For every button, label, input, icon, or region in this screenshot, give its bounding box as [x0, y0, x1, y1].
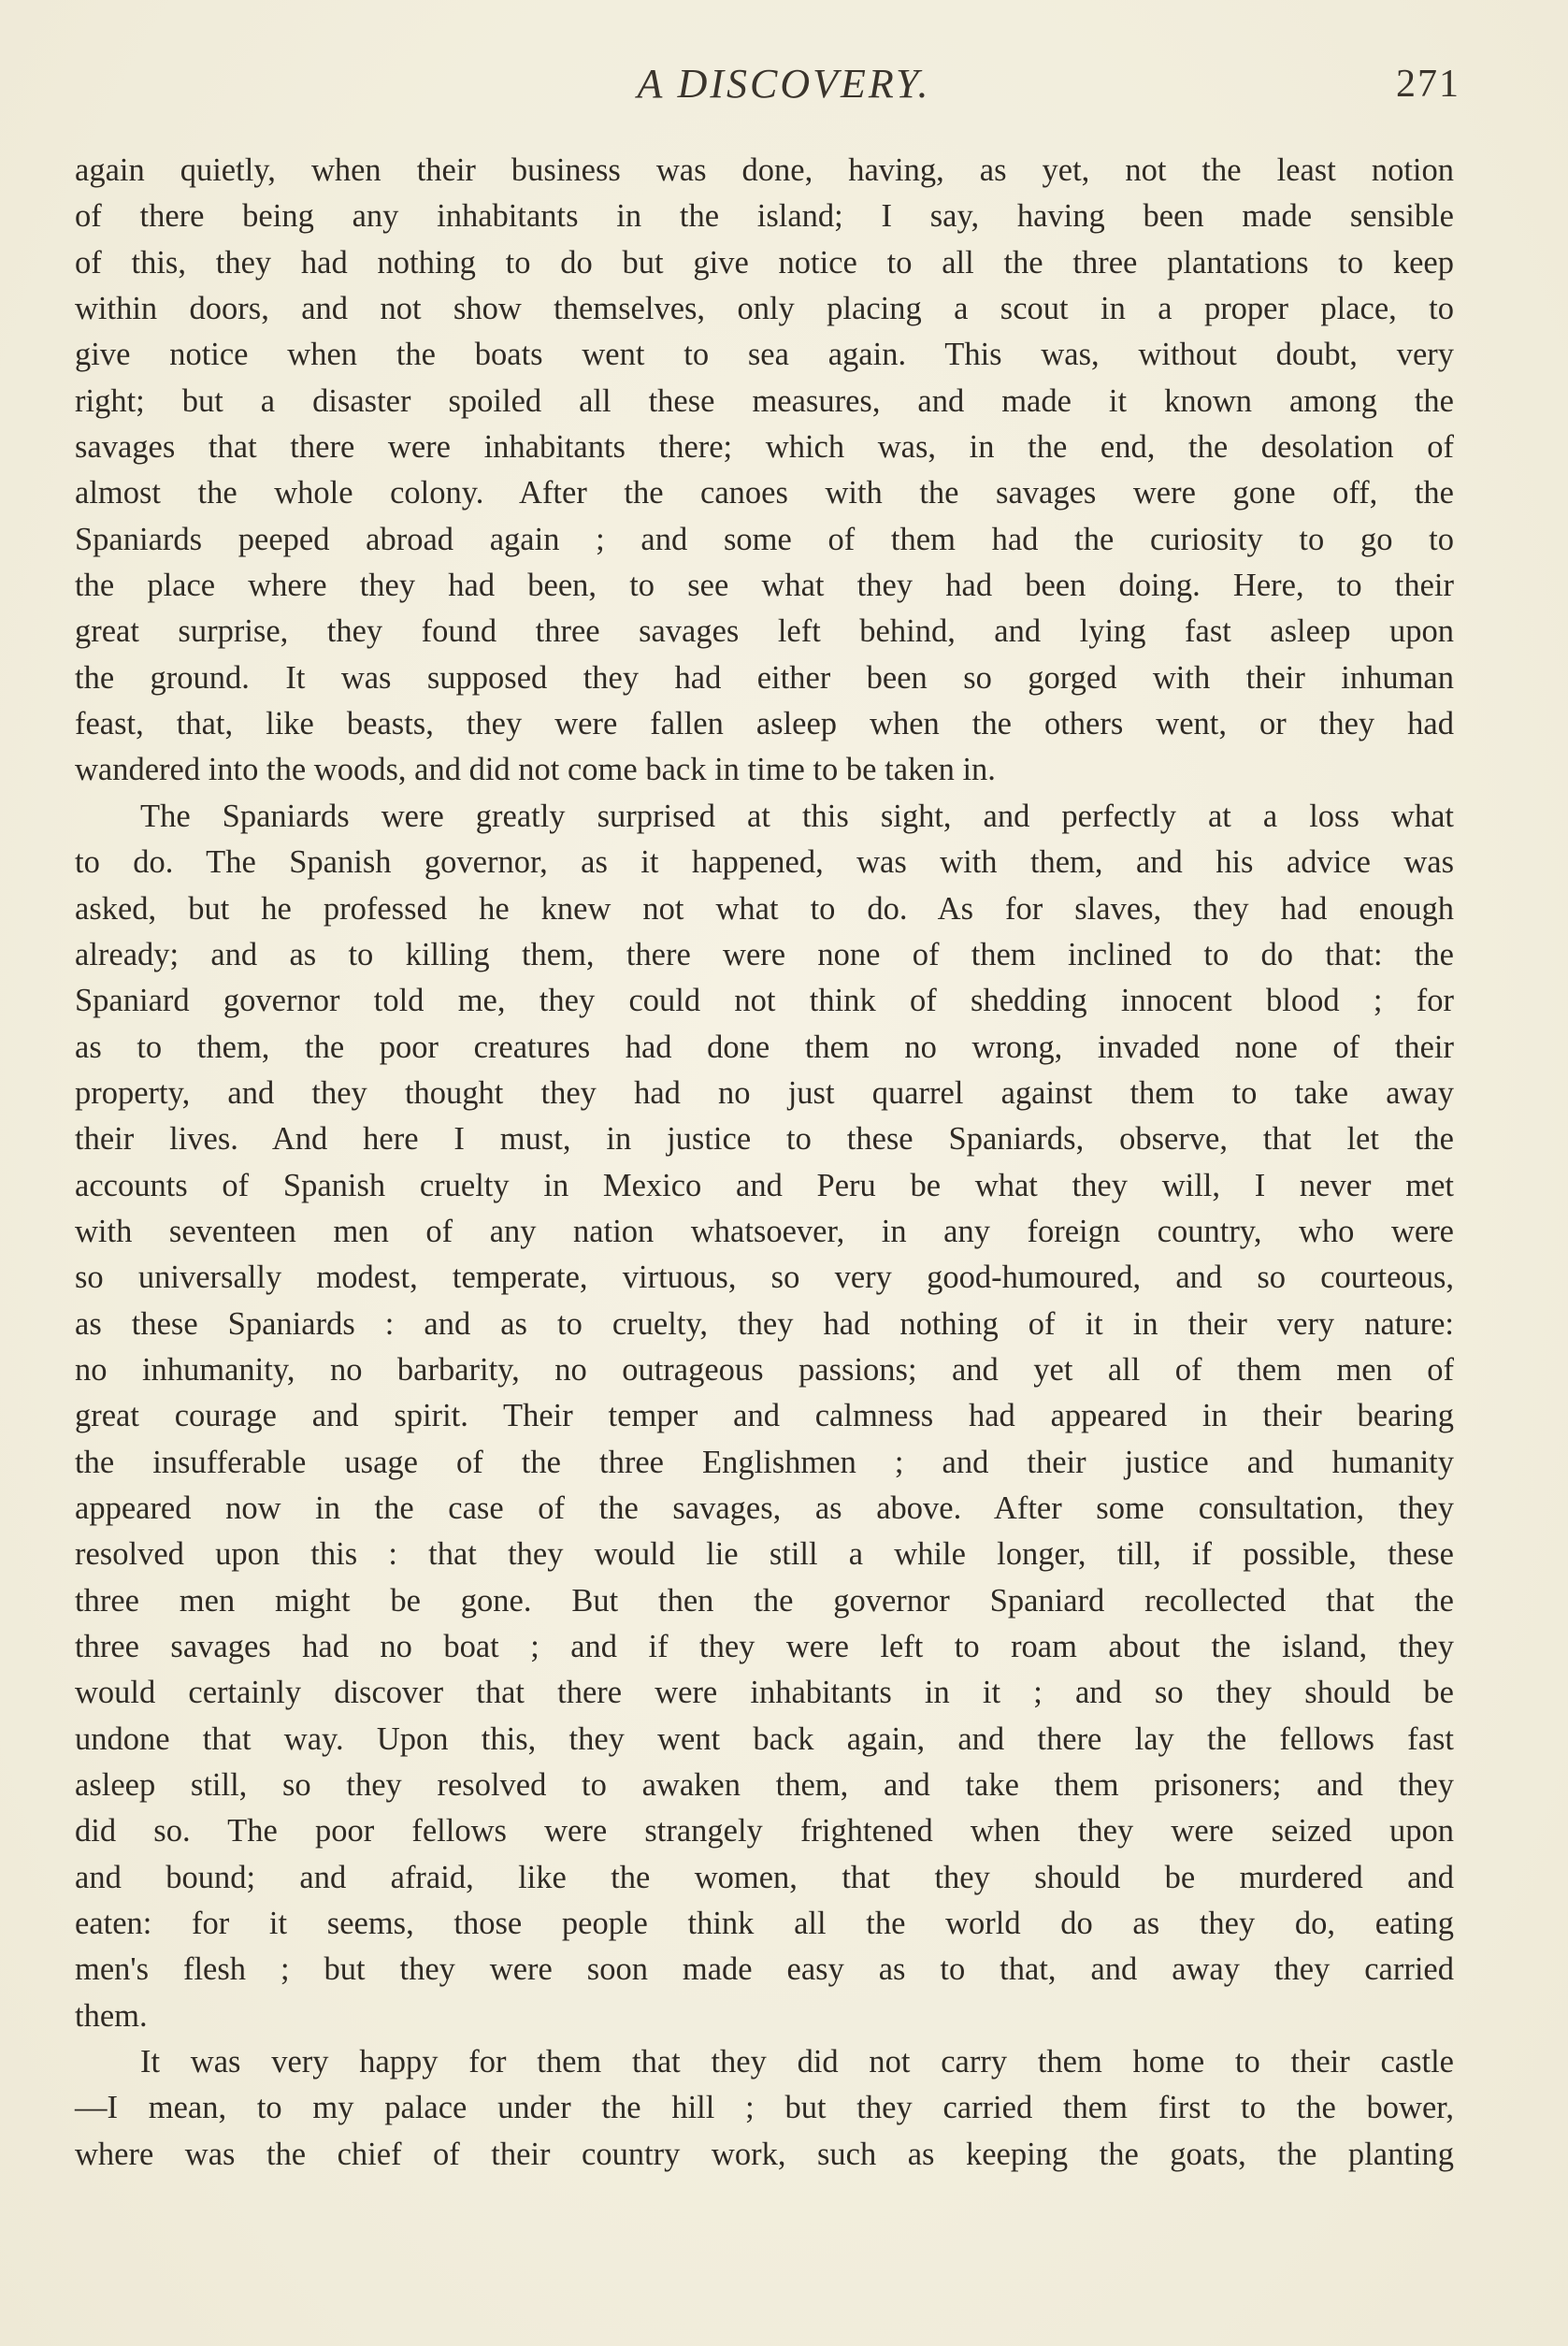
text-line: property, and they thought they had no just quarrel against them to take away [75, 1074, 1454, 1111]
text-line: as to them, the poor creatures had done them no wrong, invaded none of their [75, 1029, 1454, 1065]
text-line: give notice when the boats went to sea again. This was, without doubt, very [75, 337, 1454, 373]
text-line: did so. The poor fellows were strangely frightened when they were seized upon [75, 1813, 1454, 1849]
text-line: the place where they had been, to see what they had been doing. Here, to their [75, 568, 1454, 604]
text-line: —I mean, to my palace under the hill ; but they carried them first to the bower, [75, 2090, 1454, 2126]
text-line: so universally modest, temperate, virtuous, so very good-humoured, and so courteous, [75, 1259, 1454, 1296]
text-line: It was very happy for them that they did not carry them home to their castle [140, 2044, 1454, 2080]
running-head [0, 54, 1568, 110]
text-line: three men might be gone. But then the governor Spaniard recollected that the [75, 1582, 1454, 1619]
text-line: resolved upon this : that they would lie still a while longer, till, if possible, these [75, 1536, 1454, 1573]
text-line: savages that there were inhabitants there; which was, in the end, the desolation of [75, 429, 1454, 466]
text-line: the insufferable usage of the three Englishmen ; and their justice and humanity [75, 1444, 1454, 1480]
text-line: asked, but he professed he knew not what to do. As for slaves, they had enough [75, 890, 1454, 927]
text-line: within doors, and not show themselves, only placing a scout in a proper place, to [75, 291, 1454, 327]
text-line: to do. The Spanish governor, as it happened, was with them, and his advice was [75, 844, 1454, 881]
text-line: accounts of Spanish cruelty in Mexico and Peru be what they will, I never met [75, 1167, 1454, 1203]
text-line: great courage and spirit. Their temper and calmness had appeared in their bearing [75, 1398, 1454, 1434]
text-line: as these Spaniards : and as to cruelty, they had nothing of it in their very nature: [75, 1305, 1454, 1342]
text-line: appeared now in the case of the savages, as above. After some consultation, they [75, 1490, 1454, 1526]
text-line: great surprise, they found three savages left behind, and lying fast asleep upon [75, 613, 1454, 650]
text-line: their lives. And here I must, in justice to these Spaniards, observe, that let the [75, 1121, 1454, 1158]
page-number: 271 [1396, 63, 1460, 106]
text-line: three savages had no boat ; and if they were left to roam about the island, they [75, 1629, 1454, 1664]
text-line: asleep still, so they resolved to awaken them, and take them prisoners; and they [75, 1767, 1454, 1804]
text-line: would certainly discover that there were inhabitants in it ; and so they should be [75, 1675, 1454, 1711]
running-title: A DISCOVERY. [637, 61, 931, 107]
text-line: eaten: for it seems, those people think all the world do as they do, eating [75, 1906, 1454, 1942]
text-line: again quietly, when their business was done, having, as yet, not the least notion [75, 152, 1454, 188]
text-line: of there being any inhabitants in the island; I say, having been made sensible [75, 198, 1454, 235]
text-line: men's flesh ; but they were soon made easy as to that, and away they carried [75, 1951, 1454, 1988]
text-line: almost the whole colony. After the canoes with the savages were gone off, the [75, 475, 1454, 511]
body-text [75, 148, 1454, 2178]
text-line: and bound; and afraid, like the women, that they should be murdered and [75, 1859, 1454, 1895]
text-line: the ground. It was supposed they had either been so gorged with their inhuman [75, 659, 1454, 696]
text-line: with seventeen men of any nation whatsoever, in any foreign country, who were [75, 1213, 1454, 1249]
text-line: The Spaniards were greatly surprised at this sight, and perfectly at a loss what [140, 798, 1454, 834]
text-line: Spaniard governor told me, they could not think of shedding innocent blood ; for [75, 983, 1454, 1019]
text-line: Spaniards peeped abroad again ; and some of them had the curiosity to go to [75, 521, 1454, 557]
text-line: feast, that, like beasts, they were fallen asleep when the others went, or they had [75, 706, 1454, 742]
text-line: where was the chief of their country work, such as keeping the goats, the planting [75, 2136, 1454, 2172]
text-line: no inhumanity, no barbarity, no outrageous passions; and yet all of them men of [75, 1351, 1454, 1388]
text-line: them. [75, 1997, 148, 2034]
text-line: right; but a disaster spoiled all these measures, and made it known among the [75, 382, 1454, 419]
text-line: already; and as to killing them, there were none of them inclined to do that: the [75, 936, 1454, 972]
text-line: undone that way. Upon this, they went back again, and there lay the fellows fast [75, 1720, 1454, 1757]
text-line: of this, they had nothing to do but give notice to all the three plantations to keep [75, 244, 1454, 281]
text-line: wandered into the woods, and did not come back in time to be taken in. [75, 752, 996, 788]
